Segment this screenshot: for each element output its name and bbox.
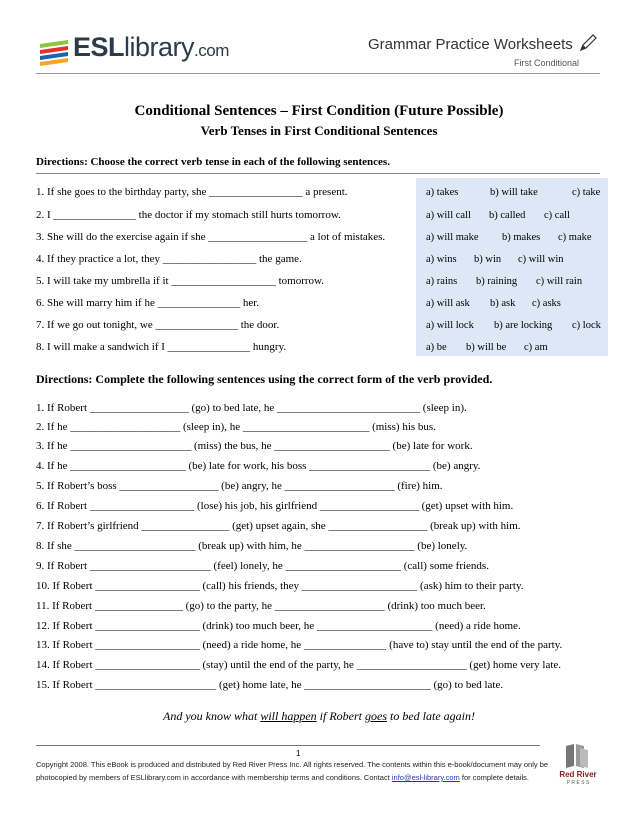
part2-sentence-14: 14. If Robert ___________________ (stay) until the end of the party, he ____________________ (get) home very late. <box>36 659 562 671</box>
choice-7c: c) lock <box>572 320 601 331</box>
directions-divider <box>36 173 600 174</box>
part2-sentence-4: 4. If he _____________________ (be) late for work, his boss ______________________ (be) angry. <box>36 460 481 472</box>
page-title: Conditional Sentences – First Condition (Future Possible) <box>134 103 504 119</box>
choice-5c: c) will rain <box>536 276 583 287</box>
part2-sentence-12: 12. If Robert ___________________ (drink) too much beer, he _____________________ (need) a ride home. <box>36 620 521 632</box>
choice-5a: a) rains <box>426 276 458 287</box>
part1-sentence-6: 6. She will marry him if he _______________ her. <box>36 297 260 309</box>
choice-1a: a) takes <box>426 187 459 198</box>
part2-sentence-7: 7. If Robert’s girlfriend ________________ (get) upset again, she __________________ (break up) with him. <box>36 520 521 532</box>
part2-directions: Directions: Complete the following sentences using the correct form of the verb provided. <box>36 372 493 386</box>
header-subtitle: First Conditional <box>514 58 580 68</box>
part2-sentence-5: 5. If Robert’s boss __________________ (be) angry, he ____________________ (fire) him. <box>36 480 443 492</box>
choice-4a: a) wins <box>426 254 457 265</box>
choice-1b: b) will take <box>490 187 538 198</box>
choice-5b: b) raining <box>476 276 518 287</box>
header-divider <box>36 73 600 74</box>
copyright-notice: Copyright 2008. This eBook is produced and distributed by Red River Press Inc. All rights reserved. The contents within this e-book/document may only be photocopied by members of ESLlibrary.com in accordance with membership terms and conditions. Contact info@esl-library.com for complete details. <box>36 760 549 782</box>
footer-divider <box>36 745 540 746</box>
part1-sentence-2: 2. I _______________ the doctor if my stomach still hurts tomorrow. <box>36 209 341 221</box>
page-subtitle: Verb Tenses in First Conditional Sentences <box>200 123 438 138</box>
choice-4c: c) will win <box>518 254 564 265</box>
choice-2b: b) called <box>489 210 526 221</box>
part2-sentence-8: 8. If she ______________________ (break up) with him, he ____________________ (be) lonely. <box>36 540 468 552</box>
brand-wordmark: ESLlibrary.com <box>73 32 229 62</box>
closing-line: And you know what will happen if Robert goes to bed late again! <box>163 709 475 723</box>
part2-sentence-1: 1. If Robert __________________ (go) to bed late, he __________________________ (sleep in). <box>36 402 467 414</box>
choice-7a: a) will lock <box>426 320 474 331</box>
part2-sentence-2: 2. If he ____________________ (sleep in), he _______________________ (miss) his bus. <box>36 421 436 433</box>
choice-1c: c) take <box>572 187 601 198</box>
part2-sentence-10: 10. If Robert ___________________ (call) his friends, they _____________________ (ask) him to their party. <box>36 580 524 592</box>
part1-sentence-4: 4. If they practice a lot, they _________________ the game. <box>36 253 302 265</box>
choice-6c: c) asks <box>532 298 561 309</box>
choice-2a: a) will call <box>426 210 471 221</box>
choice-4b: b) win <box>474 254 502 265</box>
choice-2c: c) call <box>544 210 570 221</box>
part2-sentence-11: 11. If Robert ________________ (go) to the party, he ____________________ (drink) too much beer. <box>36 600 486 612</box>
choice-6a: a) will ask <box>426 298 470 309</box>
part2-sentence-9: 9. If Robert ______________________ (feel) lonely, he _____________________ (call) some friends. <box>36 560 489 572</box>
contact-email-link[interactable]: info@esl-library.com <box>391 773 460 782</box>
pencil-icon <box>577 32 599 54</box>
part1-sentence-5: 5. I will take my umbrella if it ___________________ tomorrow. <box>36 275 324 287</box>
part1-sentence-7: 7. If we go out tonight, we _______________ the door. <box>36 319 280 331</box>
page-number: 1 <box>296 749 301 758</box>
part2-sentence-13: 13. If Robert ___________________ (need) a ride home, he _______________ (have to) stay until the end of the party. <box>36 639 563 651</box>
choice-8c: c) am <box>524 342 548 353</box>
choice-8b: b) will be <box>466 342 507 353</box>
choice-3c: c) make <box>558 232 592 243</box>
choice-6b: b) ask <box>490 298 516 309</box>
choice-8a: a) be <box>426 342 447 353</box>
part1-sentence-3: 3. She will do the exercise again if she __________________ a lot of mistakes. <box>36 231 386 243</box>
part1-sentence-8: 8. I will make a sandwich if I _______________ hungry. <box>36 341 287 353</box>
part1-directions: Directions: Choose the correct verb tense in each of the following sentences. <box>36 156 390 168</box>
choice-3a: a) will make <box>426 232 479 243</box>
part1-sentence-1: 1. If she goes to the birthday party, she _________________ a present. <box>36 186 348 198</box>
header-title: Grammar Practice Worksheets <box>368 36 573 53</box>
part2-sentence-6: 6. If Robert ___________________ (lose) his job, his girlfriend __________________ (get) upset with him. <box>36 500 514 512</box>
choice-7b: b) are locking <box>494 320 553 331</box>
choice-3b: b) makes <box>502 232 541 243</box>
part2-sentence-15: 15. If Robert ______________________ (get) home late, he _______________________ (go) to bed late. <box>36 679 504 691</box>
part2-sentence-3: 3. If he ______________________ (miss) the bus, he _____________________ (be) late for work. <box>36 440 473 452</box>
publisher-name: Red River P R E S S <box>559 770 597 786</box>
